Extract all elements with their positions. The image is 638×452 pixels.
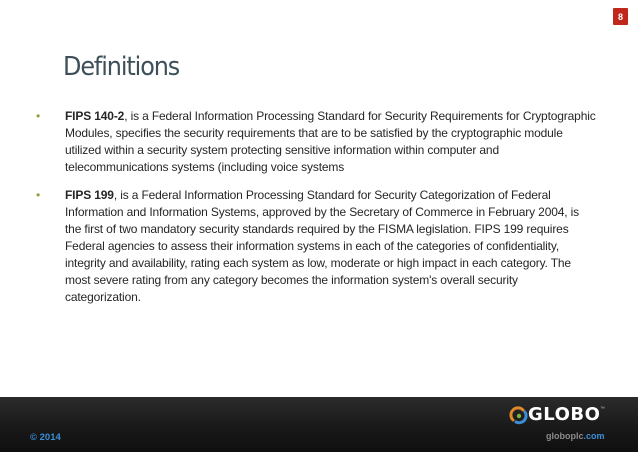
- page-number-badge: 8: [613, 8, 628, 25]
- globo-swirl-icon: [509, 406, 529, 426]
- copyright-text: © 2014: [30, 432, 61, 443]
- footer-bar: [0, 397, 638, 452]
- bullet-marker: •: [36, 109, 41, 123]
- slide-title: Definitions: [63, 52, 180, 82]
- url-tld: .com: [583, 431, 605, 441]
- url-domain: globoplc: [546, 431, 584, 441]
- bullet-term: FIPS 140-2: [65, 109, 125, 123]
- bullet-item-fips-140-2: [36, 108, 596, 176]
- bullet-item-fips-199: [36, 187, 596, 306]
- trademark-mark: ™: [600, 406, 605, 412]
- website-link[interactable]: [546, 431, 605, 441]
- globo-logo: [509, 403, 607, 427]
- bullet-marker: •: [36, 188, 41, 202]
- bullet-text: , is a Federal Information Processing Standard for Security Requirements for Cryptographic Modules, specifies the security requirements that are to be satisfied by the cryptographic module utilized within a security system protecting sensitive information within computer and telecommunications systems (including voice systems: [65, 109, 596, 174]
- bullet-text: , is a Federal Information Processing Standard for Security Categorization of Federal Information and Information Systems, approved by the Secretary of Commerce in February 2004, is the first of two mandatory security standards required by the FISMA legislation. FIPS 199 requires Federal agencies to assess their information systems in each of the categories of confidentiality, integrity and availability, rating each system as low, moderate or high impact in each category. The most severe rating from any category becomes the information system's overall security categorization.: [65, 188, 579, 304]
- bullet-list: [36, 108, 596, 317]
- logo-wordmark: GLOBO: [528, 404, 601, 425]
- bullet-term: FIPS 199: [65, 188, 114, 202]
